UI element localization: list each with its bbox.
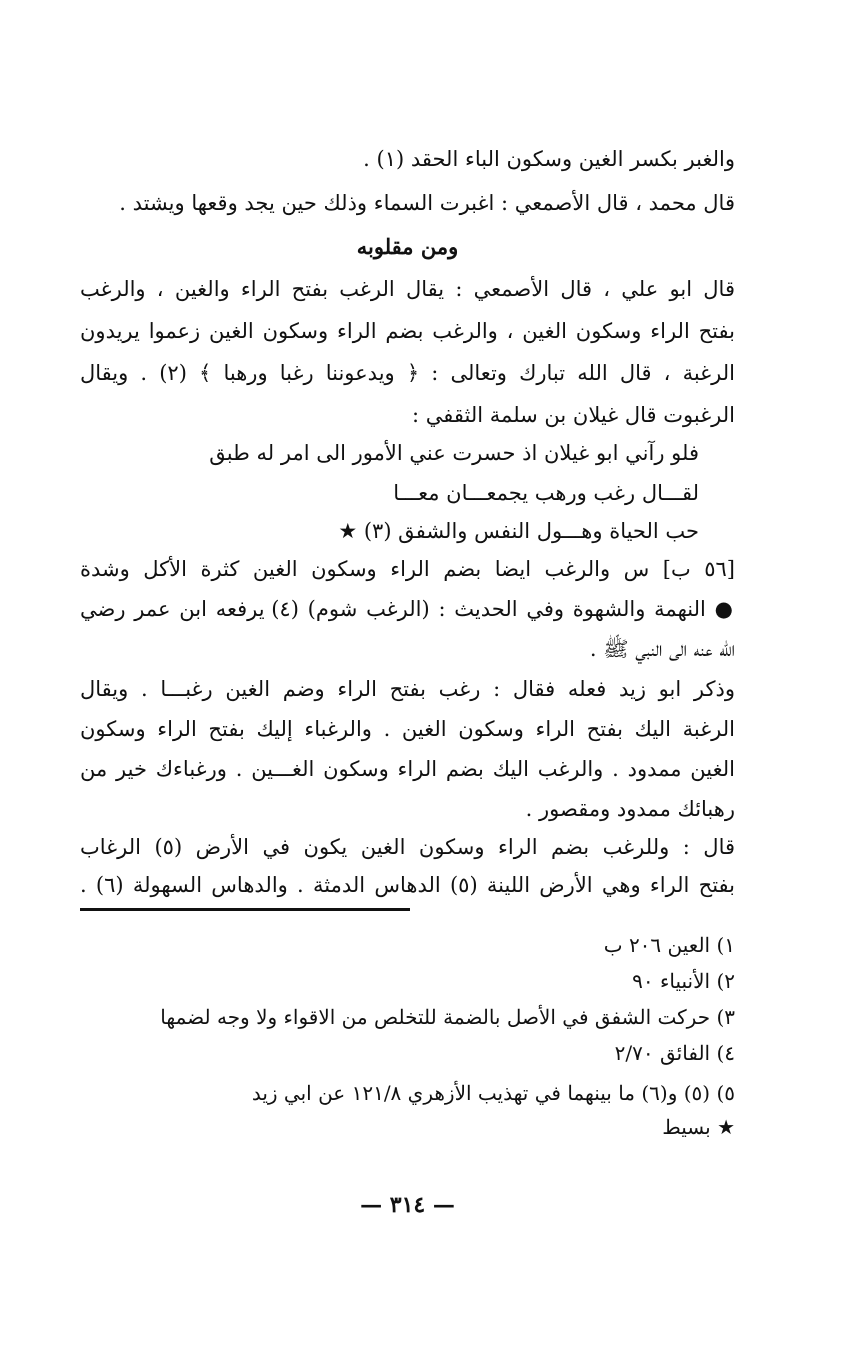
page-number: — ٣١٤ — — [360, 1192, 455, 1218]
text-line: الرغبوت قال غيلان بن سلمة الثقفي : — [412, 403, 735, 427]
footnote: ٤) الفائق ٢/٧٠ — [614, 1041, 735, 1065]
footnote: ٣) حركت الشفق في الأصل بالضمة للتخلص من الاقواء ولا وجه لضمها — [160, 1005, 735, 1029]
text-line: وذكر ابو زيد فعله فقال : رغب بفتح الراء وضم الغين رغبـــا . ويقال — [80, 677, 735, 701]
footnote: ١) العين ٢٠٦ ب — [603, 933, 735, 957]
verse-line: حب الحياة وهـــول النفس والشفق (٣) ★ — [338, 519, 699, 543]
text-line: قال محمد ، قال الأصمعي : اغبرت السماء وذلك حين يجد وقعها ويشتد . — [119, 191, 735, 215]
text-line: والغبر بكسر الغين وسكون الباء الحقد (١) . — [363, 147, 735, 171]
text-line: قال ابو علي ، قال الأصمعي : يقال الرغب بفتح الراء والغين ، والرغب — [80, 277, 735, 301]
footnote: ٥) (٥) و(٦) ما بينهما في تهذيب الأزهري ١٢١/٨ عن ابي زيد — [251, 1081, 735, 1105]
text-line: الغين ممدود . والرغب اليك بضم الراء وسكون الغـــين . ورغباءك خير من — [80, 757, 735, 781]
text-line: الرغبة ، قال الله تبارك وتعالى : ﴿ ويدعوننا رغبا ورهبا ﴾ (٢) . ويقال — [80, 361, 735, 385]
footnote: ٢) الأنبياء ٩٠ — [632, 969, 735, 993]
text-line: رهبائك ممدود ومقصور . — [525, 797, 735, 821]
verse-line: لقـــال رغب ورهب يجمعـــان معـــا — [393, 481, 699, 505]
text-line: [٥٦ ب] س والرغب ايضا بضم الراء وسكون الغين كثرة الأكل وشدة — [80, 557, 735, 581]
page — [80, 142, 735, 1242]
text-line: ● النهمة والشهوة وفي الحديث : (الرغب شوم) (٤) يرفعه ابن عمر رضي — [80, 597, 735, 621]
verse-line: فلو رآني ابو غيلان اذ حسرت عني الأمور الى امر له طبق — [209, 441, 699, 465]
text-line: بفتح الراء وهي الأرض اللينة (٥) الدهاس الدمثة . والدهاس السهولة (٦) . — [80, 873, 736, 897]
footnote-divider — [80, 908, 410, 911]
text-line: الله عنه الى النبي ﷺ . — [589, 637, 735, 661]
text-line: الرغبة اليك بفتح الراء وسكون الغين . والرغباء إليك بفتح الراء وسكون — [80, 717, 735, 741]
text-line: بفتح الراء وسكون الغين ، والرغب بضم الراء وسكون الغين زعموا يريدون — [80, 319, 735, 343]
section-heading: ومن مقلوبه — [356, 234, 459, 259]
text-line: قال : وللرغب بضم الراء وسكون الغين يكون في الأرض (٥) الرغاب — [80, 835, 736, 859]
footnote: ★ بسيط — [662, 1115, 735, 1139]
